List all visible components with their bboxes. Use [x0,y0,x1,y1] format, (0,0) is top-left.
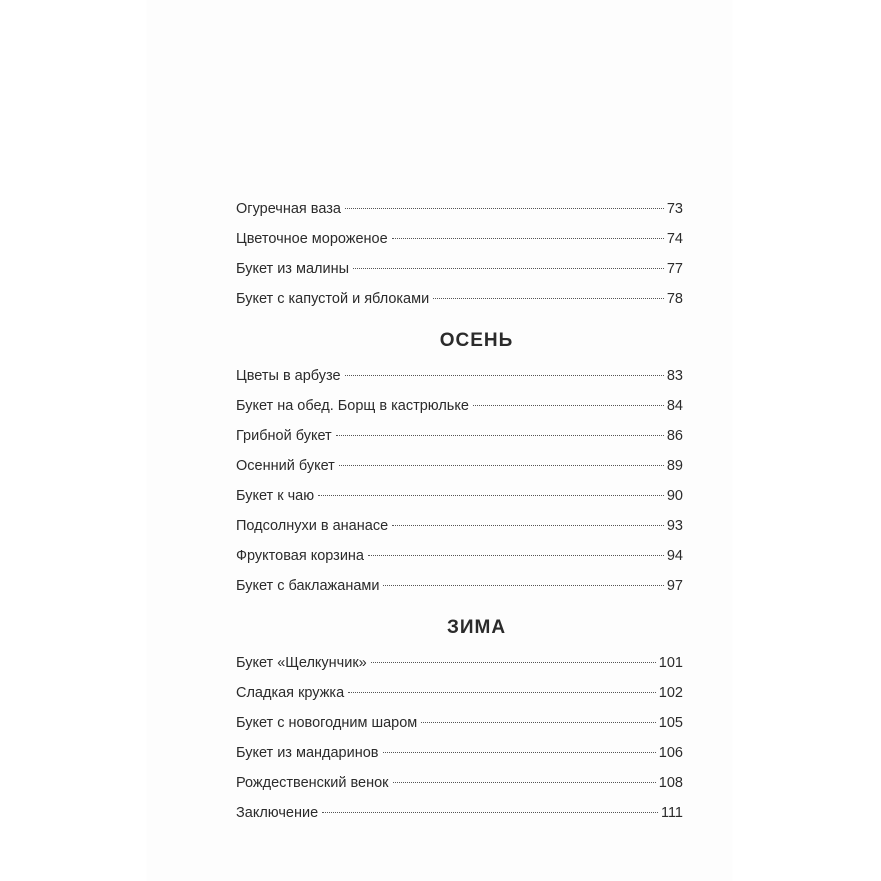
toc-entry-title: Заключение [236,805,319,821]
toc-entry [236,678,683,708]
toc-entry-title: Букет из малины [236,261,350,277]
dot-leader [318,494,664,496]
toc-entry-title: Огуречная ваза [236,201,341,217]
toc-entry-page: 97 [666,578,683,594]
dot-leader [421,721,656,723]
toc-entry-title: Цветочное мороженое [236,231,388,247]
toc-entry-title: Грибной букет [236,428,332,444]
toc-entry-page: 108 [658,775,683,791]
toc-entry [236,511,683,541]
toc-section [236,194,683,314]
toc-entry [236,254,683,284]
table-of-contents [236,194,683,828]
dot-leader [383,584,663,586]
toc-entry [236,451,683,481]
dot-leader [336,434,664,436]
toc-entry-title: Осенний букет [236,458,335,474]
toc-entry [236,224,683,254]
toc-entry [236,648,683,678]
toc-entry [236,541,683,571]
toc-entry [236,768,683,798]
toc-entry [236,391,683,421]
toc-entry [236,738,683,768]
toc-entry-page: 106 [658,745,683,761]
toc-entry-title: Фруктовая корзина [236,548,365,564]
toc-entry [236,708,683,738]
toc-entry-page: 89 [666,458,683,474]
toc-entry [236,194,683,224]
dot-leader [393,781,656,783]
dot-leader [345,374,664,376]
toc-entry-page: 74 [666,231,683,247]
toc-entry-page: 73 [666,201,683,217]
dot-leader [371,661,656,663]
toc-section [236,607,683,828]
toc-entry-title: Букет с новогодним шаром [236,715,418,731]
toc-entry-page: 90 [666,488,683,504]
toc-section [236,320,683,601]
dot-leader [353,267,664,269]
dot-leader [345,207,664,209]
toc-entry-page: 77 [666,261,683,277]
toc-entry-title: Рождественский венок [236,775,389,791]
dot-leader [433,297,664,299]
toc-entry [236,284,683,314]
toc-entry-title: Букет к чаю [236,488,315,504]
dot-leader [392,237,664,239]
toc-entry-title: Букет из мандаринов [236,745,379,761]
toc-entry-title: Цветы в арбузе [236,368,341,384]
dot-leader [322,811,658,813]
toc-entry-page: 78 [666,291,683,307]
toc-entry-page: 94 [666,548,683,564]
dot-leader [383,751,656,753]
toc-entry-title: Сладкая кружка [236,685,345,701]
toc-entry [236,481,683,511]
toc-entry [236,361,683,391]
toc-entry-title: Подсолнухи в ананасе [236,518,389,534]
toc-entry-page: 84 [666,398,683,414]
section-heading: ОСЕНЬ [439,330,514,351]
toc-entry-title: Букет «Щелкунчик» [236,655,367,671]
toc-entry [236,798,683,828]
toc-entry-page: 101 [658,655,683,671]
dot-leader [368,554,664,556]
toc-entry-page: 105 [658,715,683,731]
toc-entry-title: Букет с капустой и яблоками [236,291,430,307]
toc-entry-title: Букет на обед. Борщ в кастрюльке [236,398,469,414]
section-heading: ЗИМА [446,617,507,638]
toc-entry-page: 102 [658,685,683,701]
toc-entry-page: 86 [666,428,683,444]
toc-entry [236,571,683,601]
toc-entry [236,421,683,451]
toc-entry-page: 83 [666,368,683,384]
toc-entry-title: Букет с баклажанами [236,578,380,594]
dot-leader [348,691,656,693]
toc-entry-page: 111 [660,805,683,821]
toc-entry-page: 93 [666,518,683,534]
dot-leader [392,524,664,526]
dot-leader [473,404,664,406]
dot-leader [339,464,664,466]
